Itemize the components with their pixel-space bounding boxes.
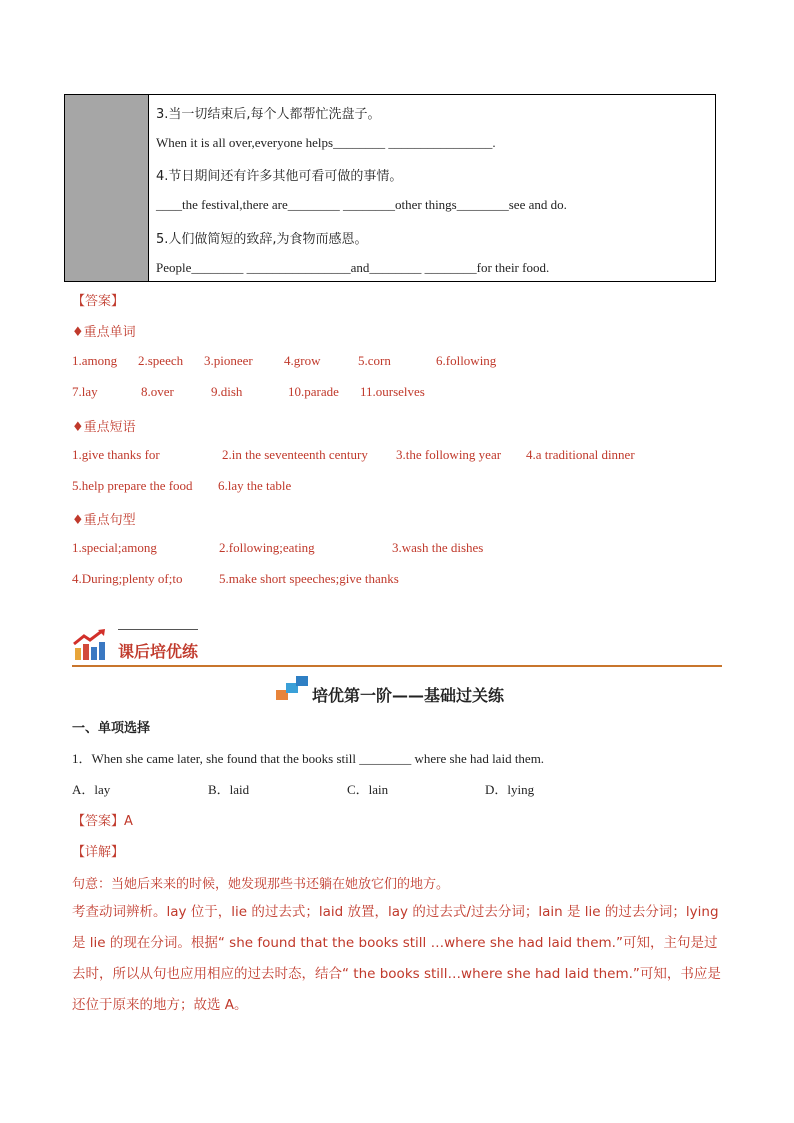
answer-label: 【答案】A (72, 814, 133, 829)
table-side-cell (65, 95, 149, 281)
header-top-rule (118, 629, 198, 630)
word-11: 11.ourselves (360, 384, 425, 399)
word-7: 7.lay (72, 384, 98, 399)
sentence-3: 3.wash the dishes (392, 540, 484, 555)
phrase-3: 3.the following year (396, 447, 502, 462)
words-heading: ♦重点单词 (72, 325, 136, 340)
word-9: 9.dish (211, 384, 243, 399)
word-5: 5.corn (358, 353, 391, 368)
word-10: 10.parade (288, 384, 339, 399)
part-heading: 一、单项选择 (72, 721, 151, 736)
option-a: A．lay (72, 782, 111, 797)
table-q3-en: When it is all over,everyone helps________ ________________. (156, 135, 496, 150)
word-1: 1.among (72, 353, 118, 368)
phrases-heading: ♦重点短语 (72, 420, 136, 435)
word-4: 4.grow (284, 353, 321, 368)
word-8: 8.over (141, 384, 174, 399)
table-q3-cn: 3.当一切结束后,每个人都帮忙洗盘子。 (156, 107, 381, 122)
sentences-heading: ♦重点句型 (72, 513, 136, 528)
detail-explanation: 考查动词辨析。lay 位于，lie 的过去式；laid 放置，lay 的过去式/过去分词；lain 是 lie 的过去分词；lying 是 lie 的现在分词。根据“ she found that the books still …where she had laid them.”可知，主句是过去时，所以从句也应用相应的过去时态，结合“ the books still…where she had laid them.”可知，书应是还位于原来的地方；故选 A。 (72, 904, 721, 1013)
word-6: 6.following (436, 353, 497, 368)
sentence-2: 2.following;eating (219, 540, 315, 555)
option-b: B．laid (208, 782, 250, 797)
phrase-2: 2.in the seventeenth century (222, 447, 368, 462)
word-3: 3.pioneer (204, 353, 253, 368)
phrase-1: 1.give thanks for (72, 447, 160, 462)
question-stem: 1．When she came later, she found that the books still ________ where she had laid them. (72, 751, 545, 766)
phrase-4: 4.a traditional dinner (526, 447, 635, 462)
phrase-6: 6.lay the table (218, 478, 292, 493)
answer-heading: 【答案】 (72, 294, 125, 309)
option-d: D．lying (485, 782, 535, 797)
table-q5-cn: 5.人们做简短的致辞,为食物而感恩。 (156, 232, 368, 247)
phrase-5: 5.help prepare the food (72, 478, 193, 493)
word-2: 2.speech (138, 353, 184, 368)
option-c: C．lain (347, 782, 389, 797)
sentence-4: 4.During;plenty of;to (72, 571, 183, 586)
sentence-1: 1.special;among (72, 540, 157, 555)
exercise-table (64, 94, 716, 282)
sentence-5: 5.make short speeches;give thanks (219, 571, 399, 586)
growth-chart-icon (72, 628, 108, 662)
section-title: 课后培优练 (118, 642, 199, 661)
detail-translation: 句意：当她后来来的时候，她发现那些书还躺在她放它们的地方。 (72, 877, 450, 892)
table-q4-cn: 4.节日期间还有许多其他可看可做的事情。 (156, 169, 403, 184)
detail-label: 【详解】 (72, 845, 125, 860)
steps-icon (276, 676, 308, 700)
section-underline (72, 665, 722, 667)
table-q4-en: ____the festival,there are________ ________other things________see and do. (156, 197, 567, 212)
subsection-title: 培优第一阶——基础过关练 (312, 686, 505, 705)
table-q5-en: People________ ________________and________ ________for their food. (156, 260, 550, 275)
